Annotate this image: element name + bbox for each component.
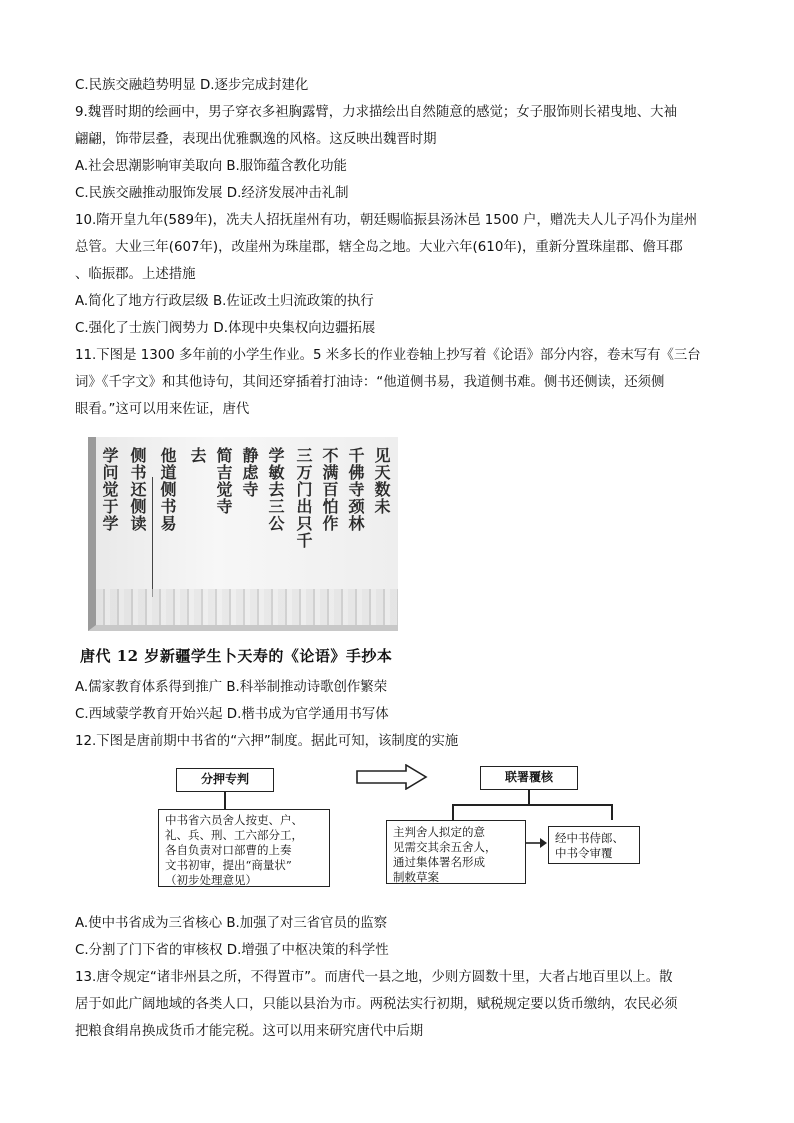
box1-line: 礼、兵、刑、工六部分工， [165,828,303,842]
q10-options-cd: C.强化了士族门阀势力 D.体现中央集权向边疆拓展 [75,321,376,336]
box3-line: 中书令审覆 [555,846,613,860]
q10-stem-1: 10.隋开皇九年(589年)，冼夫人招抚崖州有功，朝廷赐临振县汤沐邑 1500 户，赠冼夫人儿子冯仆为崖州 [75,213,698,228]
manuscript-column: 去 [188,447,207,464]
q12-options-ab: A.使中书省成为三省核心 B.加强了对三省官员的监察 [75,916,388,931]
q13-stem-1: 13.唐令规定“诸非州县之所，不得置市”。而唐代一县之地，少则方圆数十里，大者占地百里以上。散 [75,970,673,985]
manuscript-column: 三万门出只千 [294,447,313,549]
box1-line: 中书省六员舍人按吏、户、 [165,813,303,827]
connector-line [528,790,530,804]
q10-options-ab: A.简化了地方行政层级 B.佐证改土归流政策的执行 [75,294,374,309]
box2-line: 见需交其余五舍人， [393,840,497,854]
q12-options-cd: C.分割了门下省的审核权 D.增强了中枢决策的科学性 [75,943,389,958]
manuscript-column: 静虑寺 [240,447,259,498]
arrow-right-icon [526,836,548,850]
q11-stem-3: 眼看。”这可以用来佐证，唐代 [75,402,250,417]
box2-line: 通过集体署名形成 [393,855,485,869]
connector-line [452,804,454,820]
connector-line [611,804,613,820]
box1-line: 各自负责对口部曹的上奏 [165,843,292,857]
q13-stem-3: 把粮食绢帛换成货币才能完税。这可以用来研究唐代中后期 [75,1024,424,1039]
hollow-arrow-icon [356,764,428,790]
q10-stem-3: 、临振郡。上述措施 [75,267,196,282]
connector-line [224,792,226,810]
box-shenfu [548,826,640,864]
connector-line [452,804,612,806]
q11-options-cd: C.西域蒙学教育开始兴起 D.楷书成为官学通用书写体 [75,707,389,722]
q9-stem-2: 翩翩，饰带层叠，表现出优雅飘逸的风格。这反映出魏晋时期 [75,132,437,147]
manuscript-rule [152,477,153,597]
q12-stem: 12.下图是唐前期中书省的“六押”制度。据此可知，该制度的实施 [75,734,459,749]
box-fenya-title: 分押专判 [176,768,274,792]
figure11-caption: 唐代 12 岁新疆学生卜天寿的《论语》手抄本 [80,647,393,665]
box-lianshu-title: 联署覆核 [480,766,578,790]
box2-line: 主判舍人拟定的意 [393,825,485,839]
q9-options-cd: C.民族交融推动服饰发展 D.经济发展冲击礼制 [75,186,349,201]
manuscript-column: 他道侧书易 [158,447,177,532]
manuscript-column: 千佛寺颈林 [346,447,365,532]
box1-line: 文书初审，提出“商量状” [165,858,292,872]
q9-stem-1: 9.魏晋时期的绘画中，男子穿衣多袒胸露臂，力求描绘出自然随意的感觉；女子服饰则长裙曳地、大袖 [75,105,677,120]
q10-stem-2: 总管。大业三年(607年)，改崖州为珠崖郡，辖全岛之地。大业六年(610年)，重新分置珠崖郡、儋耳郡 [75,240,683,255]
box3-line: 经中书侍郎、 [555,831,624,845]
box2-line: 制敕草案 [393,870,439,884]
q8-options-cd: C.民族交融趋势明显 D.逐步完成封建化 [75,78,309,93]
box-fenya-body [158,809,330,887]
manuscript-column: 简吉觉寺 [214,447,233,515]
q9-options-ab: A.社会思潮影响审美取向 B.服饰蕴含教化功能 [75,159,347,174]
q13-stem-2: 居于如此广阔地域的各类人口，只能以县治为市。两税法实行初期，赋税规定要以货币缴纳，农民必须 [75,997,678,1012]
box1-line: （初步处理意见） [165,873,257,887]
manuscript-edge-wear [96,589,398,625]
manuscript-column: 见天数未 [372,447,391,515]
manuscript-column: 侧书还侧读 [128,447,147,532]
q11-stem-2: 词》《千字文》和其他诗句，其间还穿插着打油诗：“他道侧书易，我道侧书难。侧书还侧读，还须侧 [75,375,665,390]
box-lianshu-body [386,820,526,884]
manuscript-column: 不满百怕作 [320,447,339,532]
q11-options-ab: A.儒家教育体系得到推广 B.科举制推动诗歌创作繁荣 [75,680,388,695]
lunyu-manuscript-photo [88,437,398,631]
manuscript-column: 学问觉于学 [100,447,119,532]
q11-stem-1: 11.下图是 1300 多年前的小学生作业。5 米多长的作业卷轴上抄写着《论语》部分内容，卷末写有《三台 [75,348,701,363]
manuscript-column: 学敏去三公 [266,447,285,532]
